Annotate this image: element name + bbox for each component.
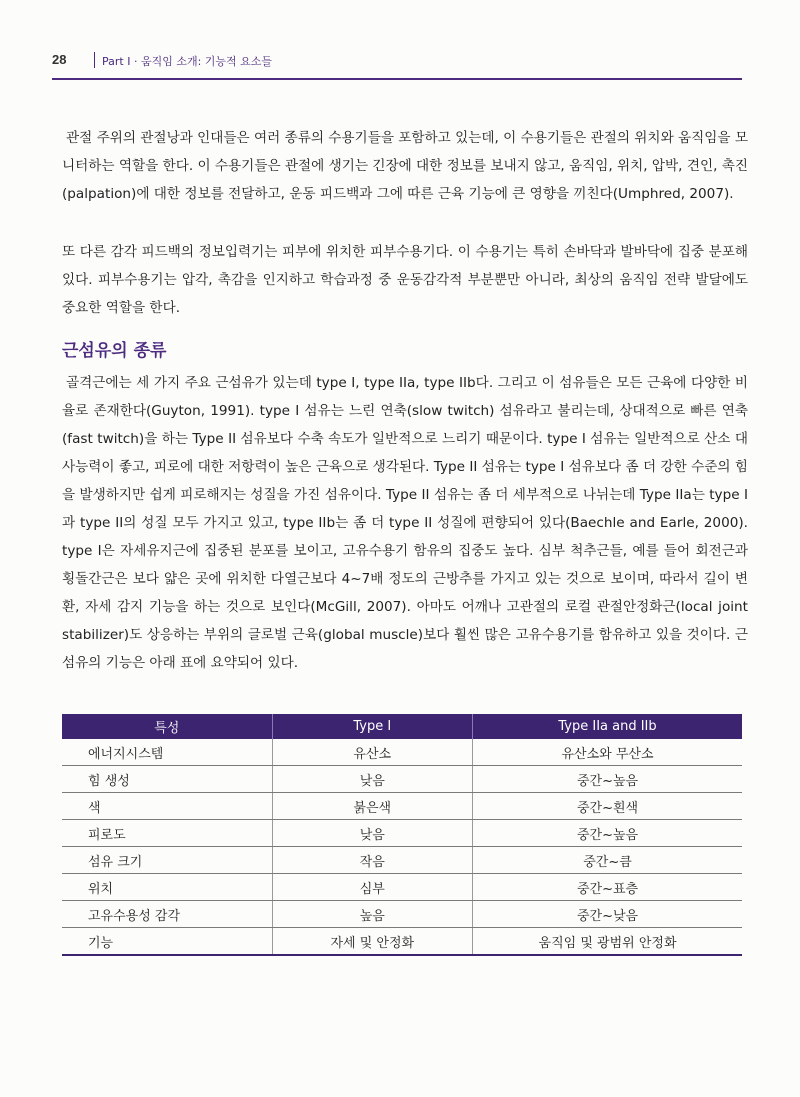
table-cell: 움직임 및 광범위 안정화 <box>473 928 742 956</box>
table-cell: 위치 <box>62 874 272 901</box>
table-cell: 붉은색 <box>272 793 473 820</box>
table-cell: 중간~표층 <box>473 874 742 901</box>
table-cell: 유산소 <box>272 739 473 766</box>
table-row <box>62 766 742 793</box>
table-cell: 중간~높음 <box>473 766 742 793</box>
table-row <box>62 793 742 820</box>
table-cell: 힘 생성 <box>62 766 272 793</box>
table-cell: 작음 <box>272 847 473 874</box>
table-cell: 중간~높음 <box>473 820 742 847</box>
table-row <box>62 874 742 901</box>
table-row <box>62 901 742 928</box>
table-cell: 낮음 <box>272 820 473 847</box>
page-number: 28 <box>52 52 67 67</box>
paragraph-joint-receptors: 관절 주위의 관절낭과 인대들은 여러 종류의 수용기들을 포함하고 있는데, 이 수용기들은 관절의 위치와 움직임을 모니터하는 역할을 한다. 이 수용기들은 관절에 생기는 긴장에 대한 정보를 보내지 않고, 움직임, 위치, 압박, 견인, 촉진(palpation)에 대한 정보를 전달하고, 운동 피드백과 그에 따른 근육 기능에 큰 영향을 끼친다(Umphred, 2007). <box>62 129 748 202</box>
table-cell: 피로도 <box>62 820 272 847</box>
table-cell: 고유수용성 감각 <box>62 901 272 928</box>
header-characteristic: 특성 <box>62 714 272 739</box>
table-cell: 중간~낮음 <box>473 901 742 928</box>
header-type-ii: Type IIa and IIb <box>473 714 742 739</box>
section-title: 근섬유의 종류 <box>62 341 167 362</box>
table-cell: 심부 <box>272 874 473 901</box>
header-type-i: Type I <box>272 714 473 739</box>
table-cell: 높음 <box>272 901 473 928</box>
table-cell: 섬유 크기 <box>62 847 272 874</box>
fiber-type-table <box>62 714 742 956</box>
table-cell: 중간~큼 <box>473 847 742 874</box>
table-row <box>62 847 742 874</box>
table-cell: 낮음 <box>272 766 473 793</box>
table-cell: 기능 <box>62 928 272 956</box>
paragraph-muscle-fibers: 골격근에는 세 가지 주요 근섬유가 있는데 type I, type IIa, type IIb다. 그리고 이 섬유들은 모든 근육에 다양한 비율로 존재한다(Guyton, 1991). type I 섬유는 느린 연축(slow twitch) 섬유라고 불리는데, 상대적으로 빠른 연축(fast twitch)을 하는 Type II 섬유보다 수축 속도가 일반적으로 느리기 때문이다. type I 섬유는 일반적으로 산소 대사능력이 좋고, 피로에 대한 저항력이 높은 근육으로 생각된다. Type II 섬유는 type I 섬유보다 좀 더 강한 수준의 힘을 발생하지만 쉽게 피로해지는 성질을 가진 섬유이다. Type II 섬유는 좀 더 세부적으로 나뉘는데 Type IIa는 type I과 type II의 성질 모두 가지고 있고, type IIb는 좀 더 type II 성질에 편향되어 있다(Baechle and Earle, 2000). type I은 자세유지근에 집중된 분포를 보이고, 고유수용기 함유의 집중도 높다. 심부 척추근들, 예를 들어 회전근과 횡돌간근은 보다 얇은 곳에 위치한 다열근보다 4~7배 정도의 근방추를 가지고 있는 것으로 보이며, 따라서 길이 변환, 자세 감지 기능을 하는 것으로 보인다(McGill, 2007). 아마도 어깨나 고관절의 로컬 관절안정화근(local joint stabilizer)도 상응하는 부위의 글로벌 근육(global muscle)보다 훨씬 많은 고유수용기를 함유하고 있을 것이다. 근섬유의 기능은 아래 표에 요약되어 있다. <box>62 374 748 671</box>
table-cell: 중간~흰색 <box>473 793 742 820</box>
table-cell: 유산소와 무산소 <box>473 739 742 766</box>
table-cell: 자세 및 안정화 <box>272 928 473 956</box>
table-cell: 색 <box>62 793 272 820</box>
header-divider <box>94 52 95 68</box>
table-cell: 에너지시스템 <box>62 739 272 766</box>
chapter-title: Part I · 움직임 소개: 기능적 요소들 <box>102 55 273 68</box>
table-row <box>62 820 742 847</box>
table-row <box>62 928 742 956</box>
table-header-row <box>62 714 742 739</box>
paragraph-skin-receptors: 또 다른 감각 피드백의 정보입력기는 피부에 위치한 피부수용기다. 이 수용기는 특히 손바닥과 발바닥에 집중 분포해 있다. 피부수용기는 압각, 촉감을 인지하고 학습과정 중 운동감각적 부분뿐만 아니라, 최상의 움직임 전략 발달에도 중요한 역할을 한다. <box>62 243 748 316</box>
page-header <box>52 48 742 80</box>
table-row <box>62 739 742 766</box>
